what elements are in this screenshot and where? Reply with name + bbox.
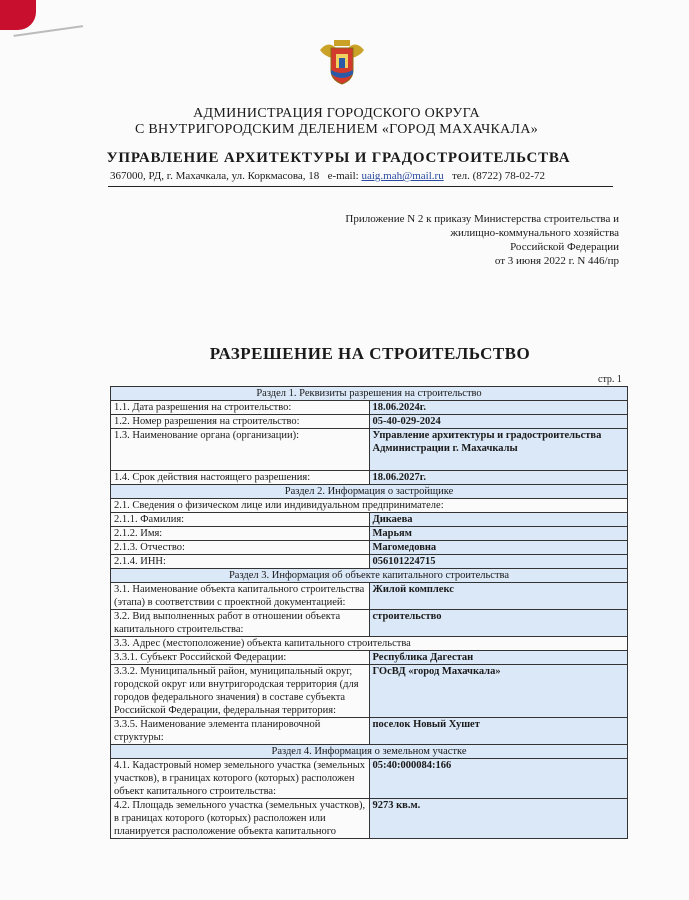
table-row <box>111 415 628 429</box>
phone: тел. (8722) 78-02-72 <box>451 170 546 182</box>
row-label: 2.1.3. Отчество: <box>111 541 370 555</box>
row-value: Марьям <box>369 527 628 541</box>
table-row <box>111 718 628 745</box>
email-link[interactable]: uaig.mah@mail.ru <box>361 170 444 182</box>
row-label: 3.3. Адрес (местоположение) объекта капитального строительства <box>111 637 628 651</box>
row-value: Управление архитектуры и градостроительства Администрации г. Махачкалы <box>369 429 628 471</box>
row-label: 3.2. Вид выполненных работ в отношении объекта капитального строительства: <box>111 610 370 637</box>
row-label: 4.1. Кадастровый номер земельного участка (земельных участков), в границах которого (которых) расположен объект капитального строительства: <box>111 759 370 799</box>
row-value: 056101224715 <box>369 555 628 569</box>
appendix-line: жилищно-коммунального хозяйства <box>450 227 619 239</box>
table-row <box>111 759 628 799</box>
row-label: 3.3.5. Наименование элемента планировочной структуры: <box>111 718 370 745</box>
row-label: 3.3.1. Субъект Российской Федерации: <box>111 651 370 665</box>
row-value: 05:40:000084:166 <box>369 759 628 799</box>
appendix-line: Российской Федерации <box>510 241 619 253</box>
row-value: поселок Новый Хушет <box>369 718 628 745</box>
table-row <box>111 610 628 637</box>
table-row <box>111 541 628 555</box>
row-label: 4.2. Площадь земельного участка (земельных участков), в границах которого (которых) расположен или планируется расположение объекта капитального <box>111 799 370 839</box>
table-row <box>111 527 628 541</box>
table-row <box>111 471 628 485</box>
permit-form-table <box>110 386 628 839</box>
table-row <box>111 665 628 718</box>
appendix-line: Приложение N 2 к приказу Министерства строительства и <box>345 213 619 225</box>
page-number: стр. 1 <box>598 374 622 385</box>
email-label: e-mail: <box>327 170 359 182</box>
document-title: РАЗРЕШЕНИЕ НА СТРОИТЕЛЬСТВО <box>209 344 531 363</box>
section-header: Раздел 3. Информация об объекте капитального строительства <box>111 569 628 583</box>
appendix-line: от 3 июня 2022 г. N 446/пр <box>494 255 619 267</box>
row-label: 2.1.2. Имя: <box>111 527 370 541</box>
row-value: ГОсВД «город Махачкала» <box>369 665 628 718</box>
header-divider <box>108 186 613 187</box>
row-value: Жилой комплекс <box>369 583 628 610</box>
row-label: 1.4. Срок действия настоящего разрешения: <box>111 471 370 485</box>
city-coat-of-arms-emblem <box>318 36 366 88</box>
table-row <box>111 583 628 610</box>
row-label: 2.1. Сведения о физическом лице или индивидуальном предпринимателе: <box>111 499 628 513</box>
section-header: Раздел 2. Информация о застройщике <box>111 485 628 499</box>
row-value: 9273 кв.м. <box>369 799 628 839</box>
appendix-note <box>289 212 619 268</box>
section-header: Раздел 1. Реквизиты разрешения на строительство <box>111 387 628 401</box>
row-label: 1.3. Наименование органа (организации): <box>111 429 370 471</box>
row-value: 18.06.2024г. <box>369 401 628 415</box>
address: 367000, РД, г. Махачкала, ул. Коркмасова, 18 <box>110 170 320 182</box>
row-value: Республика Дагестан <box>369 651 628 665</box>
table-row <box>111 651 628 665</box>
page-curl-decoration <box>0 0 36 30</box>
table-row <box>111 429 628 471</box>
org-name-line1: АДМИНИСТРАЦИЯ ГОРОДСКОГО ОКРУГА <box>193 106 480 121</box>
row-label: 2.1.4. ИНН: <box>111 555 370 569</box>
row-label: 3.3.2. Муниципальный район, муниципальный округ, городской округ или внутригородская территория (для городов федерального значения) в составе субъекта Российской Федерации, федеральная территория: <box>111 665 370 718</box>
department-name: УПРАВЛЕНИЕ АРХИТЕКТУРЫ И ГРАДОСТРОИТЕЛЬСТВА <box>106 150 571 166</box>
table-row <box>111 401 628 415</box>
org-name-line2: С ВНУТРИГОРОДСКИМ ДЕЛЕНИЕМ «ГОРОД МАХАЧКАЛА» <box>134 122 539 137</box>
table-row <box>111 513 628 527</box>
table-row <box>111 799 628 839</box>
row-label: 1.2. Номер разрешения на строительство: <box>111 415 370 429</box>
section-header: Раздел 4. Информация о земельном участке <box>111 745 628 759</box>
table-row <box>111 499 628 513</box>
row-label: 1.1. Дата разрешения на строительство: <box>111 401 370 415</box>
row-value: Магомедовна <box>369 541 628 555</box>
row-value: Дикаева <box>369 513 628 527</box>
row-value: 18.06.2027г. <box>369 471 628 485</box>
row-value: 05-40-029-2024 <box>369 415 628 429</box>
row-value: строительство <box>369 610 628 637</box>
row-label: 3.1. Наименование объекта капитального строительства (этапа) в соответствии с проектной документацией: <box>111 583 370 610</box>
table-row <box>111 637 628 651</box>
row-label: 2.1.1. Фамилия: <box>111 513 370 527</box>
contact-line <box>110 170 545 182</box>
table-row <box>111 555 628 569</box>
